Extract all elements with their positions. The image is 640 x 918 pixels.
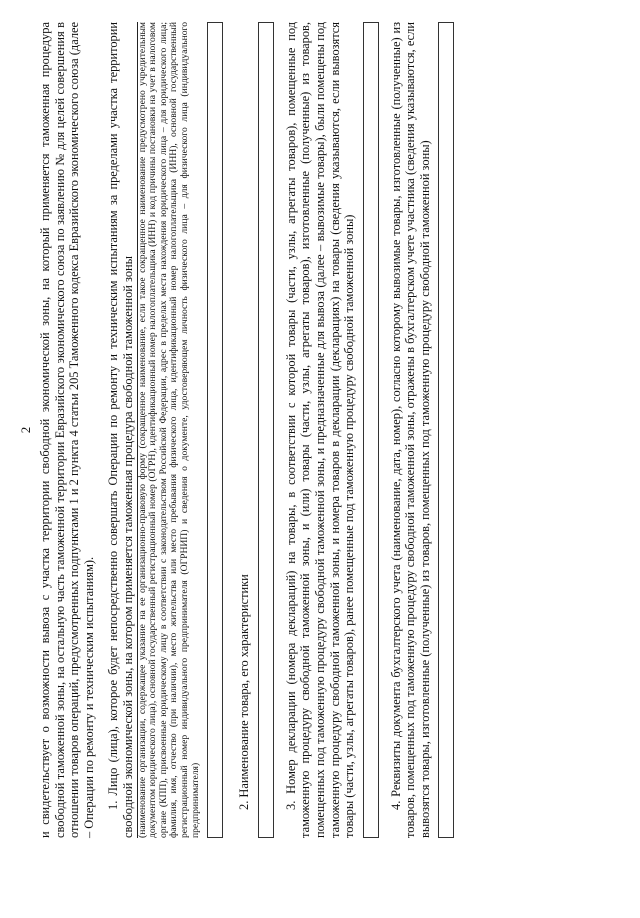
section-1-title: 1. Лицо (лица), которое будет непосредственно совершать Операции по ремонту и техническим испытаниям за пределами участка территории свободной экономической зоны, на котором применяется таможенная процедура свободной таможенной зоны — [106, 22, 135, 838]
section-2 — [237, 22, 274, 838]
intro-paragraph: и свидетельствует о возможности вывоза с участка территории свободной экономической зоны, на который применяется таможенная процедура свободной таможенной зоны, на остальную часть таможенной территории Евразийского экономического союза по заявлению № для целей совершения в отношении товаров операций, предусмотренных подпунктами 1 и 2 пункта 4 статьи 205 Таможенного кодекса Евразийского экономического союза (далее – Операции по ремонту и техническим испытаниям). — [38, 22, 96, 838]
section-4-answer-field[interactable] — [438, 22, 454, 838]
section-4 — [389, 22, 455, 838]
section-1-note: (наименование организации, содержащее указание на ее организационно-правовую форму (сокращенное наименование, если такое сокращенное наименование предусмотрено учредительным документом юридического лица), основной государственный регистрационный номер (ОГРН), идентификационный номер налогоплательщика (ИНН) и код причины постановки на учет в налоговом органе (КПП), присвоенные юридическому лицу в соответствии с законодательством Российской Федерации, адрес в пределах места нахождения юридического лица – для юридического лица; фамилия, имя, отчество (при наличии), место жительства или место пребывания физического лица, идентификационный номер налогоплательщика (ИНН), основной государственный регистрационный номер индивидуального предпринимателя (ОГРНИП) и сведения о документе, удостоверяющем личность физического лица – для физического лица (индивидуального предпринимателя) — [136, 22, 201, 838]
section-3-title: 3. Номер декларации (номера деклараций) на товары, в соответствии с которой товары (части, узлы, агрегаты товаров), помещенные под таможенную процедуру свободной таможенной зоны, и (или) товары (части, узлы, агрегаты товаров), изготовленные (полученные) из товаров, помещенных под таможенную процедуру свободной таможенной зоны, и предназначенные для вывоза (далее – вывозимые товары), были помещены под таможенную процедуру свободной таможенной зоны, и номера товаров в декларации (декларациях) на товары (сведения указываются, если вывозятся товары (части, узлы, агрегаты товаров), ранее помещенные под таможенную процедуру свободной таможенной зоны) — [283, 22, 357, 838]
section-2-answer-field[interactable] — [258, 22, 274, 838]
page-number: 2 — [18, 426, 33, 434]
section-4-title: 4. Реквизиты документа бухгалтерского учета (наименование, дата, номер), согласно которому вывозимые товары, изготовленные (полученные) из товаров, помещенных под таможенную процедуру свободной таможенной зоны, отражены в бухгалтерском учете участника (сведения указываются, если вывозятся товары, изготовленные (полученные) из товаров, помещенных под таможенную процедуру свободной таможенной зоны) — [388, 22, 432, 838]
section-2-title: 2. Наименование товара, его характеристики — [237, 574, 252, 810]
section-1-answer-field[interactable] — [207, 22, 223, 838]
section-3 — [284, 22, 379, 838]
section-1 — [106, 22, 223, 838]
section-3-answer-field[interactable] — [363, 22, 379, 838]
